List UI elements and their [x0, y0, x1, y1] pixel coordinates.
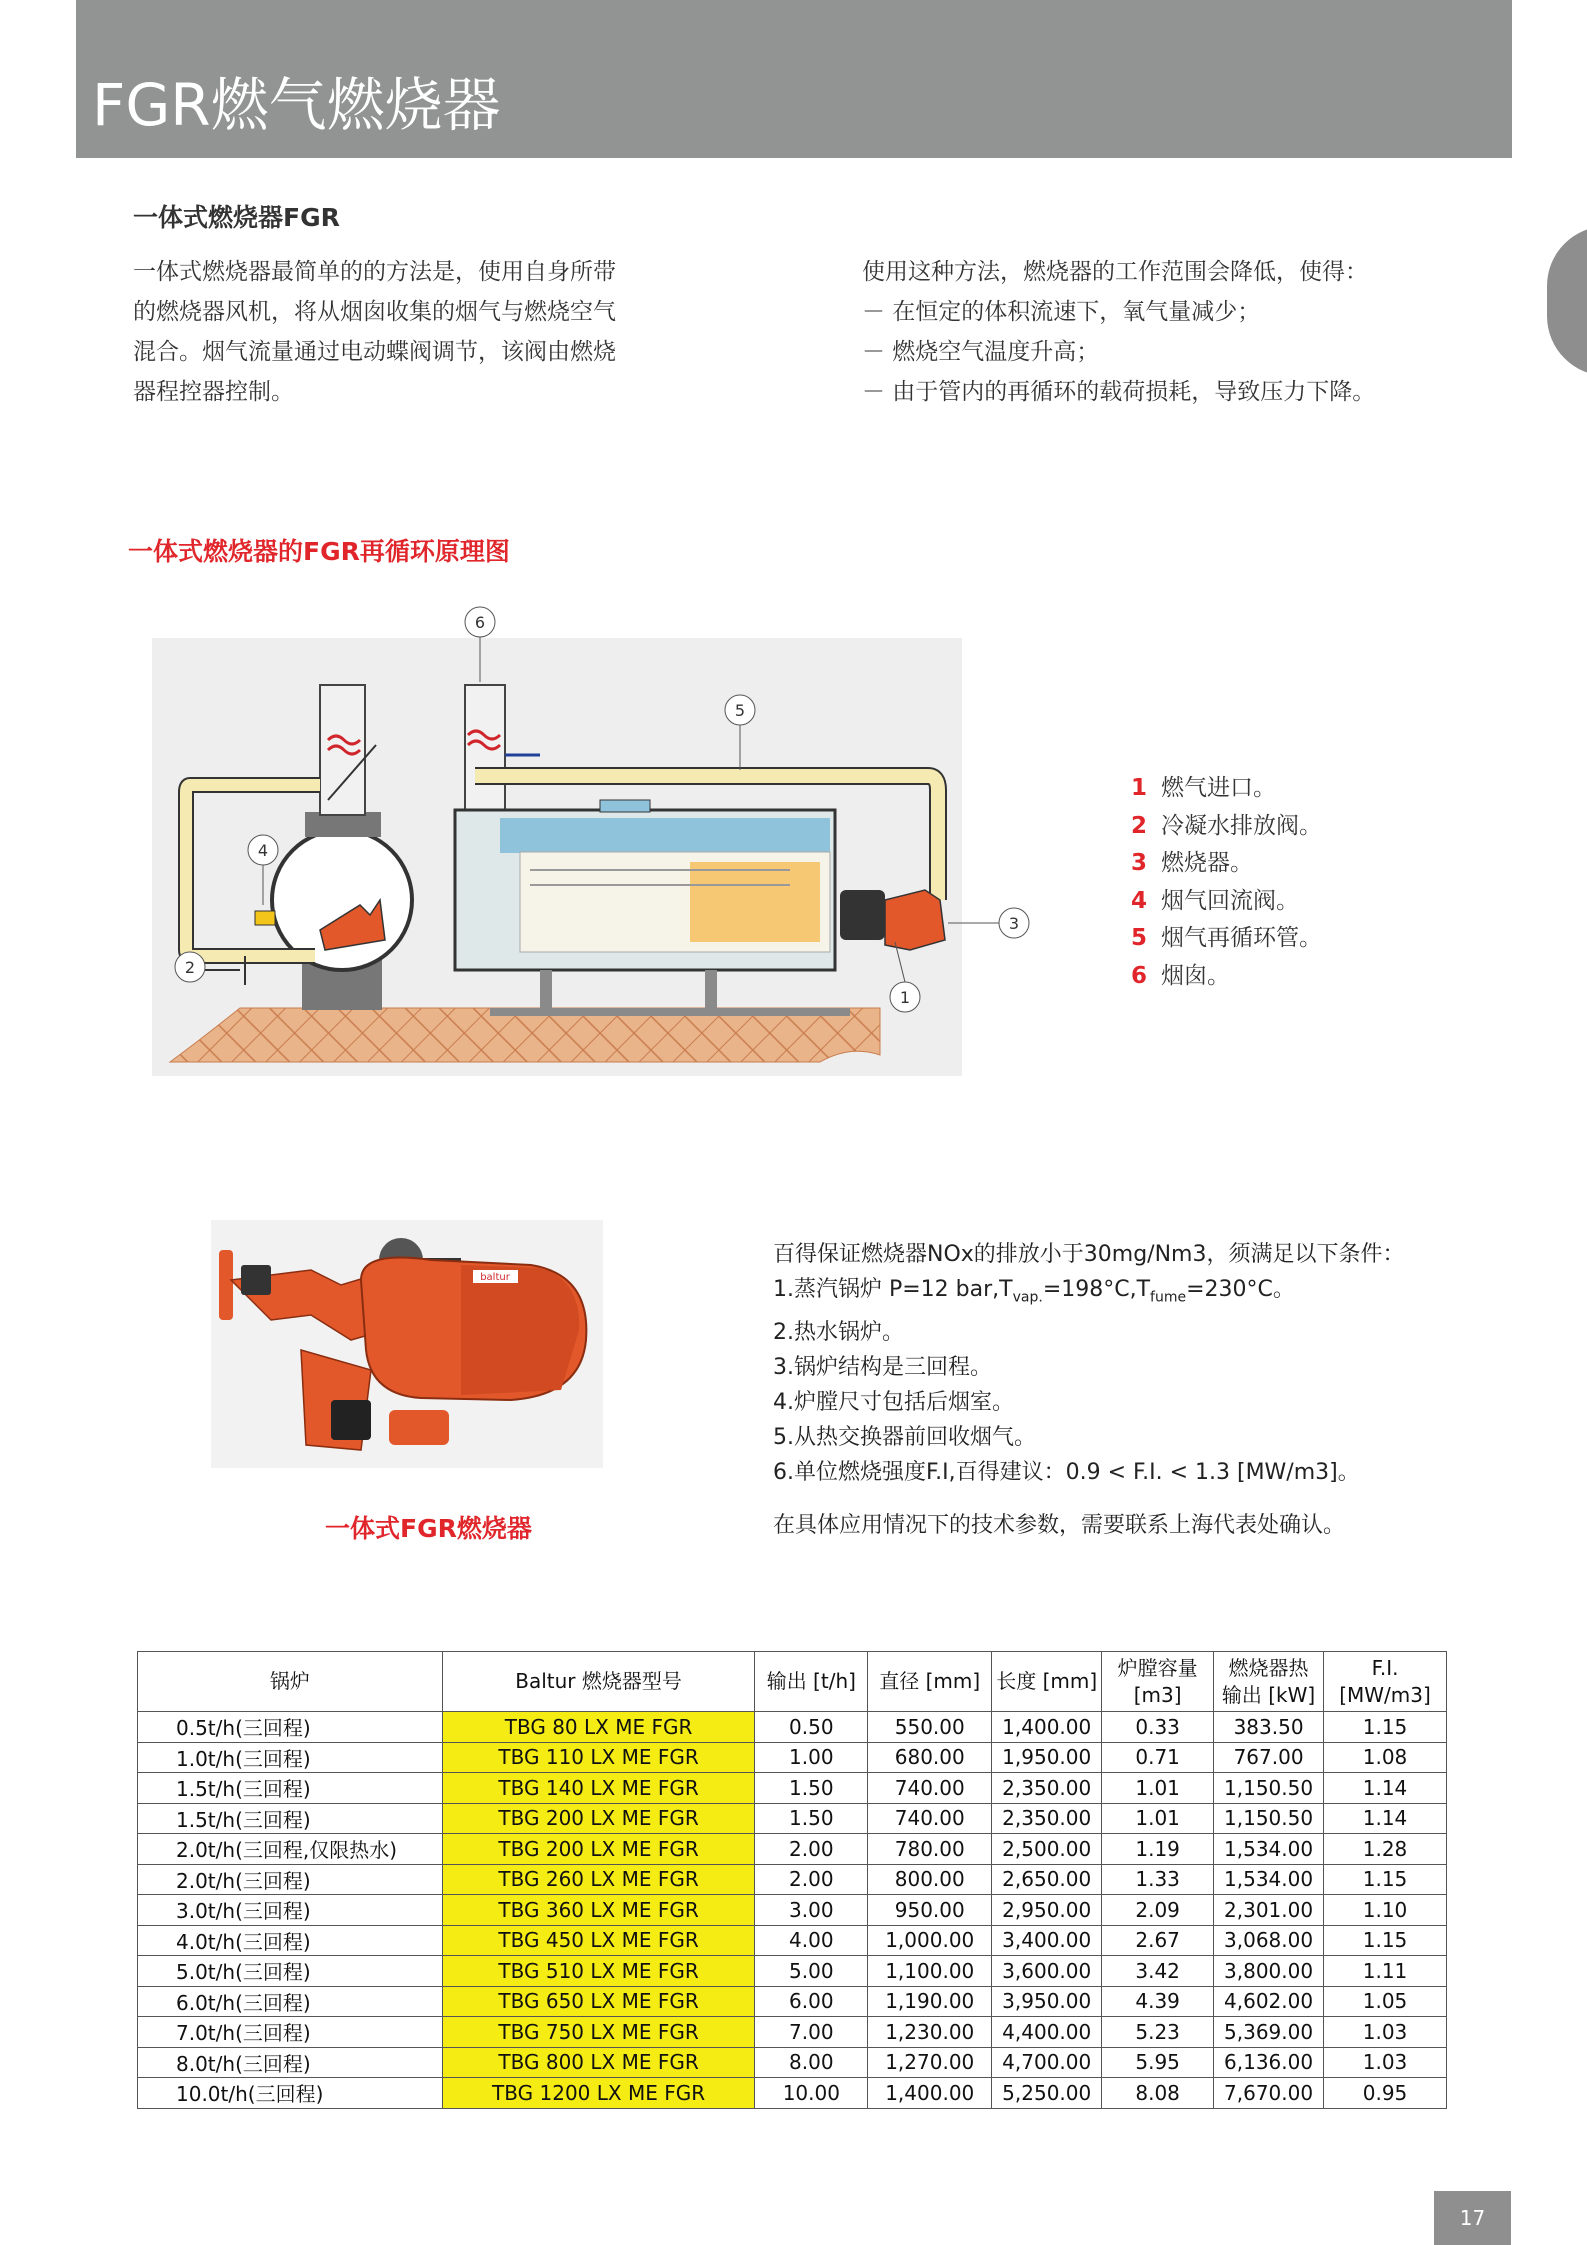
fgr-recirculation-diagram [150, 600, 1050, 1080]
cell-fi: 1.15 [1324, 1925, 1447, 1956]
cell-diameter: 1,000.00 [868, 1925, 992, 1956]
cell-output: 5.00 [755, 1956, 868, 1987]
table-row [138, 2047, 1447, 2078]
table-row [138, 1712, 1447, 1743]
cell-output: 10.00 [755, 2078, 868, 2109]
intro-left-line: 的燃烧器风机，将从烟囱收集的烟气与燃烧空气 [133, 299, 616, 325]
cell-fi: 1.11 [1324, 1956, 1447, 1987]
legend-item: 2 冷凝水排放阀。 [1131, 812, 1322, 839]
cell-model: TBG 800 LX ME FGR [442, 2047, 755, 2078]
cell-model: TBG 510 LX ME FGR [442, 1956, 755, 1987]
table-row [138, 1834, 1447, 1865]
cell-length: 3,400.00 [992, 1925, 1102, 1956]
cell-length: 2,350.00 [992, 1773, 1102, 1804]
cell-boiler: 2.0t/h(三回程,仅限热水) [138, 1834, 443, 1865]
cell-length: 2,350.00 [992, 1803, 1102, 1834]
cell-volume: 1.19 [1102, 1834, 1214, 1865]
intro-right-line: 使用这种方法，燃烧器的工作范围会降低，使得： [862, 259, 1368, 285]
cell-fi: 1.14 [1324, 1773, 1447, 1804]
intro-left-line: 器程控器控制。 [133, 379, 294, 405]
cell-model: TBG 360 LX ME FGR [442, 1895, 755, 1926]
cell-diameter: 800.00 [868, 1864, 992, 1895]
right-burner-head [840, 890, 885, 940]
svg-text:4: 4 [257, 841, 269, 860]
table-row [138, 1925, 1447, 1956]
cell-length: 2,950.00 [992, 1895, 1102, 1926]
col-header-length: 长度 [mm] [992, 1652, 1102, 1712]
page-number: 17 [1434, 2191, 1511, 2245]
cell-diameter: 740.00 [868, 1773, 992, 1804]
cell-heat: 1,150.50 [1214, 1803, 1324, 1834]
cell-diameter: 1,400.00 [868, 2078, 992, 2109]
condition-item: 3.锅炉结构是三回程。 [773, 1355, 992, 1381]
cell-output: 1.50 [755, 1803, 868, 1834]
legend-item: 3 燃烧器。 [1131, 850, 1253, 876]
cell-fi: 1.03 [1324, 2017, 1447, 2048]
cell-output: 3.00 [755, 1895, 868, 1926]
cell-volume: 1.01 [1102, 1773, 1214, 1804]
cell-length: 2,500.00 [992, 1834, 1102, 1865]
cell-volume: 1.01 [1102, 1803, 1214, 1834]
cell-output: 1.00 [755, 1742, 868, 1773]
table-row [138, 1956, 1447, 1987]
cell-boiler: 0.5t/h(三回程) [138, 1712, 443, 1743]
cell-boiler: 7.0t/h(三回程) [138, 2017, 443, 2048]
cell-heat: 5,369.00 [1214, 2017, 1324, 2048]
cell-model: TBG 1200 LX ME FGR [442, 2078, 755, 2109]
cell-boiler: 10.0t/h(三回程) [138, 2078, 443, 2109]
table-row [138, 1986, 1447, 2017]
cell-heat: 1,150.50 [1214, 1773, 1324, 1804]
fgr-burner-photo [211, 1220, 603, 1468]
cell-fi: 1.15 [1324, 1864, 1447, 1895]
cell-diameter: 740.00 [868, 1803, 992, 1834]
svg-text:2: 2 [184, 958, 196, 977]
condition-item: 5.从热交换器前回收烟气。 [773, 1425, 1036, 1451]
table-row [138, 2078, 1447, 2109]
nox-conditions [773, 1237, 1404, 1543]
ground-foundation [170, 1008, 880, 1062]
cell-heat: 767.00 [1214, 1742, 1324, 1773]
cell-output: 8.00 [755, 2047, 868, 2078]
cell-diameter: 680.00 [868, 1742, 992, 1773]
cell-output: 4.00 [755, 1925, 868, 1956]
cell-heat: 7,670.00 [1214, 2078, 1324, 2109]
cell-model: TBG 80 LX ME FGR [442, 1712, 755, 1743]
intro-right-line: － 由于管内的再循环的载荷损耗，导致压力下降。 [862, 379, 1376, 405]
legend-item: 6 烟囱。 [1131, 962, 1230, 989]
cell-output: 1.50 [755, 1773, 868, 1804]
flame-zone [690, 862, 820, 942]
cell-heat: 3,068.00 [1214, 1925, 1324, 1956]
condition-item: 1.蒸汽锅炉 P=12 $bar,T_{vap.}=198^\circ C,T_{fume}=230^\circ C$。 [773, 1277, 1295, 1306]
cell-volume: 3.42 [1102, 1956, 1214, 1987]
burner-spec-table [137, 1651, 1447, 2109]
legend-item: 4 烟气回流阀。 [1131, 887, 1299, 914]
cell-model: TBG 200 LX ME FGR [442, 1834, 755, 1865]
table-row [138, 2017, 1447, 2048]
right-burner [885, 890, 945, 950]
cell-heat: 3,800.00 [1214, 1956, 1324, 1987]
cell-heat: 383.50 [1214, 1712, 1324, 1743]
conditions-note: 在具体应用情况下的技术参数，需要联系上海代表处确认。 [773, 1513, 1346, 1539]
cell-heat: 1,534.00 [1214, 1834, 1324, 1865]
cell-output: 0.50 [755, 1712, 868, 1743]
cell-model: TBG 140 LX ME FGR [442, 1773, 755, 1804]
cell-length: 1,400.00 [992, 1712, 1102, 1743]
table-row [138, 1742, 1447, 1773]
cell-heat: 6,136.00 [1214, 2047, 1324, 2078]
intro-left-line: 混合。烟气流量通过电动蝶阀调节，该阀由燃烧 [133, 339, 616, 365]
cell-length: 4,700.00 [992, 2047, 1102, 2078]
cell-boiler: 1.0t/h(三回程) [138, 1742, 443, 1773]
cell-fi: 0.95 [1324, 2078, 1447, 2109]
condition-item: 2.热水锅炉。 [773, 1320, 904, 1346]
cell-boiler: 1.5t/h(三回程) [138, 1773, 443, 1804]
cell-volume: 1.33 [1102, 1864, 1214, 1895]
cell-diameter: 1,100.00 [868, 1956, 992, 1987]
cell-boiler: 2.0t/h(三回程) [138, 1864, 443, 1895]
cell-volume: 5.23 [1102, 2017, 1214, 2048]
diagram-legend [1131, 770, 1322, 995]
side-tab-marker [1547, 226, 1587, 376]
cell-diameter: 550.00 [868, 1712, 992, 1743]
cell-boiler: 3.0t/h(三回程) [138, 1895, 443, 1926]
cell-volume: 2.09 [1102, 1895, 1214, 1926]
boiler-water-zone [500, 818, 830, 853]
cell-fi: 1.05 [1324, 1986, 1447, 2017]
cell-fi: 1.10 [1324, 1895, 1447, 1926]
table-row [138, 1773, 1447, 1804]
cell-model: TBG 650 LX ME FGR [442, 1986, 755, 2017]
intro-right-line: － 在恒定的体积流速下，氧气量减少； [862, 299, 1261, 325]
table-header-row [138, 1652, 1447, 1712]
col-header-heat: 燃烧器热 输出 [kW] [1214, 1652, 1324, 1712]
product-caption: 一体式FGR燃烧器 [325, 1514, 532, 1543]
cell-diameter: 1,230.00 [868, 2017, 992, 2048]
legend-item: 5 烟气再循环管。 [1131, 925, 1322, 951]
cell-fi: 1.28 [1324, 1834, 1447, 1865]
table-row [138, 1895, 1447, 1926]
diagram-title: 一体式燃烧器的FGR再循环原理图 [128, 537, 510, 566]
cell-heat: 1,534.00 [1214, 1864, 1324, 1895]
cell-output: 7.00 [755, 2017, 868, 2048]
cell-length: 3,600.00 [992, 1956, 1102, 1987]
cell-volume: 4.39 [1102, 1986, 1214, 2017]
cell-boiler: 1.5t/h(三回程) [138, 1803, 443, 1834]
cell-output: 6.00 [755, 1986, 868, 2017]
cell-volume: 8.08 [1102, 2078, 1214, 2109]
col-header-volume: 炉膛容量 [m3] [1102, 1652, 1214, 1712]
cell-model: TBG 750 LX ME FGR [442, 2017, 755, 2048]
svg-text:baltur: baltur [480, 1272, 510, 1283]
cell-boiler: 6.0t/h(三回程) [138, 1986, 443, 2017]
condition-item: 6.单位燃烧强度F.I,百得建议：0.9 < F.I. < 1.3 [MW/m3]。 [773, 1460, 1360, 1486]
cell-heat: 4,602.00 [1214, 1986, 1324, 2017]
col-header-fi: F.I. [MW/m3] [1324, 1652, 1447, 1712]
col-header-boiler: 锅炉 [138, 1652, 443, 1712]
cell-boiler: 8.0t/h(三回程) [138, 2047, 443, 2078]
cell-length: 4,400.00 [992, 2017, 1102, 2048]
cell-length: 1,950.00 [992, 1742, 1102, 1773]
cell-diameter: 1,270.00 [868, 2047, 992, 2078]
cell-model: TBG 200 LX ME FGR [442, 1803, 755, 1834]
intro-left-line: 一体式燃烧器最简单的的方法是，使用自身所带 [133, 259, 616, 285]
cell-diameter: 950.00 [868, 1895, 992, 1926]
intro-right-paragraph [862, 252, 1375, 412]
page-title: FGR燃气燃烧器 [92, 71, 501, 139]
col-header-output: 输出 [t/h] [755, 1652, 868, 1712]
cell-heat: 2,301.00 [1214, 1895, 1324, 1926]
cell-length: 3,950.00 [992, 1986, 1102, 2017]
intro-title: 一体式燃烧器FGR [133, 203, 340, 232]
cell-boiler: 5.0t/h(三回程) [138, 1956, 443, 1987]
cell-volume: 2.67 [1102, 1925, 1214, 1956]
condition-item: 4.炉膛尺寸包括后烟室。 [773, 1390, 1014, 1416]
cell-fi: 1.08 [1324, 1742, 1447, 1773]
cell-volume: 5.95 [1102, 2047, 1214, 2078]
svg-text:6: 6 [474, 613, 486, 632]
intro-right-line: － 燃烧空气温度升高； [862, 339, 1100, 365]
cell-diameter: 780.00 [868, 1834, 992, 1865]
svg-text:3: 3 [1008, 914, 1020, 933]
cell-model: TBG 450 LX ME FGR [442, 1925, 755, 1956]
table-row [138, 1803, 1447, 1834]
cell-output: 2.00 [755, 1834, 868, 1865]
cell-fi: 1.15 [1324, 1712, 1447, 1743]
cell-diameter: 1,190.00 [868, 1986, 992, 2017]
cell-fi: 1.14 [1324, 1803, 1447, 1834]
cell-volume: 0.33 [1102, 1712, 1214, 1743]
cell-output: 2.00 [755, 1864, 868, 1895]
cell-model: TBG 110 LX ME FGR [442, 1742, 755, 1773]
cell-volume: 0.71 [1102, 1742, 1214, 1773]
cell-boiler: 4.0t/h(三回程) [138, 1925, 443, 1956]
svg-text:5: 5 [734, 701, 746, 720]
table-row [138, 1864, 1447, 1895]
cell-fi: 1.03 [1324, 2047, 1447, 2078]
legend-item: 1 燃气进口。 [1131, 775, 1276, 801]
svg-text:1: 1 [899, 988, 911, 1007]
cell-length: 5,250.00 [992, 2078, 1102, 2109]
col-header-diameter: 直径 [mm] [868, 1652, 992, 1712]
cell-model: TBG 260 LX ME FGR [442, 1864, 755, 1895]
cell-length: 2,650.00 [992, 1864, 1102, 1895]
intro-left-paragraph [133, 252, 616, 412]
col-header-model: Baltur 燃烧器型号 [442, 1652, 755, 1712]
conditions-lead: 百得保证燃烧器NOx的排放小于30mg/Nm3，须满足以下条件： [773, 1242, 1405, 1267]
